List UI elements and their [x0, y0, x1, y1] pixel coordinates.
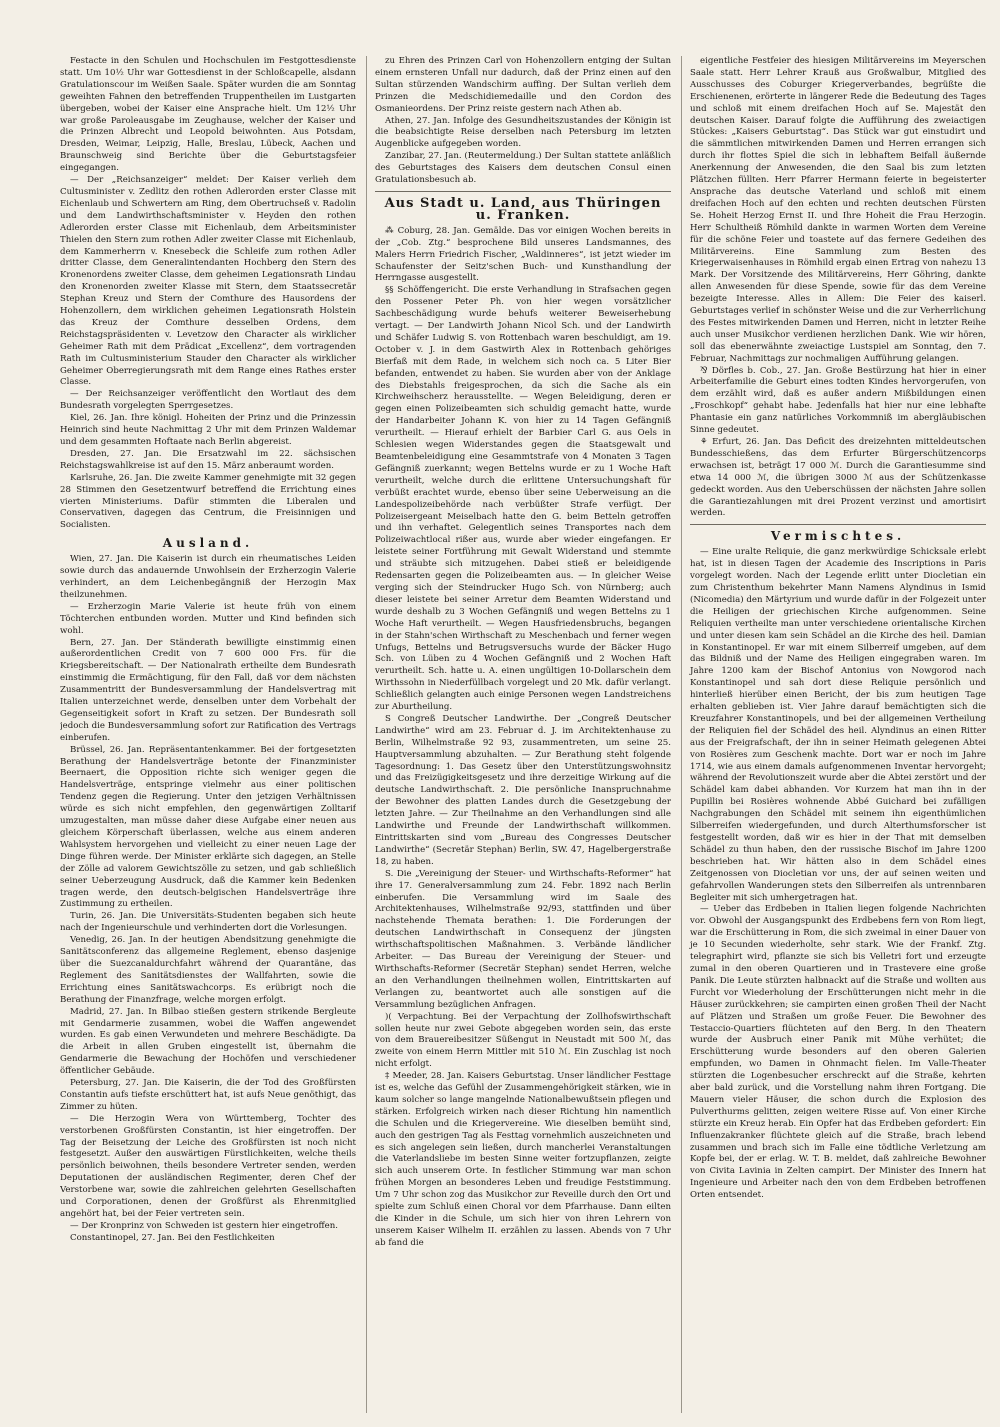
- section-divider: [375, 191, 671, 192]
- column-1: [60, 56, 356, 1413]
- article-coburg-gemaelde: ⁂ Coburg, 28. Jan. Gemälde. Das vor einigen Wochen bereits in der „Cob. Ztg.“ besprochene Bild unseres Landsmannes, des Malers Herrn Friedrich Fischer, „Waldinneres“, ist jetzt wieder im Schaufenster der Seitz'schen Buch- und Kunsthandlung der Herrngasse ausgestellt.: [375, 225, 671, 284]
- article-erfurt: ⚘ Erfurt, 26. Jan. Das Deficit des dreizehnten mitteldeutschen Bundesschießens, das dem Erfurter Bürgerschützencorps erwachsen ist, beträgt 17 000 ℳ. Durch die Garantiesumme sind etwa 14 000 ℳ, die übrigen 3000 ℳ aus der Schützenkasse gedeckt worden. Aus den Ueberschüssen der nächsten Jahre sollen die Garantiezahlungen mit drei Prozent verzinst und amortisirt werden.: [690, 437, 986, 519]
- article-schoeffengericht: §§ Schöffengericht. Die erste Verhandlung in Strafsachen gegen den Possener Peter Ph. von hier wegen vorsätzlicher Sachbeschädigung wurde behufs weiterer Beweiserhebung vertagt. — Der Landwirth Johann Nicol Sch. und der Landwirth und Schäfer Ludwig S. von Rottenbach waren beschuldigt, am 19. October v. J. in dem Gastwirth Alex in Rottenbach gehöriges Bierfaß mit dem Rade, in welchem sich noch ca. 5 Liter Bier befanden, entwendet zu haben. Sie wurden aber von der Anklage des Diebstahls freigesprochen, da sich die Sache als ein Kirchweihscherz herausstellte. — Wegen Beleidigung, deren er gegen einen Polizeibeamten sich schuldig gemacht hatte, wurde der Handarbeiter Johann K. von hier zu 14 Tagen Gefängniß verurtheilt. — Hierauf erhielt der Barbier Carl G. aus Oels in Schlesien wegen Widerstandes gegen die Staatsgewalt und Beamtenbeleidigung eine Gesammtstrafe von 4 Monaten 3 Tagen Gefängniß zuerkannt; wegen Bettelns wurde er zu 1 Woche Haft verurtheilt, welche durch die erlittene Untersuchungshaft für verbüßt erachtet wurde, ebenso über seine Ueberweisung an die Landespolizeibehörde nach verbüßter Strafe verfügt. Der Polizeisergeant Meiselbach hatte den G. beim Betteln getroffen und ihn verhaftet. Gelegentlich seines Transportes nach dem Polizeiwachtlocal rißer aus, wurde aber wieder eingefangen. Er leistete seiner Fortführung mit Gewalt Widerstand und stemmte und sträubte sich mitzugehen. Dabei stieß er beleidigende Redensarten gegen die Polizeibeamten aus. — In gleicher Weise verging sich der Steindrucker Hugo Sch. von Nürnberg; auch dieser leistete bei seiner Arretur dem Beamten Widerstand und wurde deshalb zu 3 Wochen Gefängniß und wegen Bettelns zu 1 Woche Haft verurtheilt. — Wegen Hausfriedensbruchs, begangen in der Stahn'schen Wirthschaft zu Meschenbach und ferner wegen Unfugs, Bettelns und Betrugsversuchs wurde der Bäcker Hugo Sch. von Lüben zu 4 Wochen Gefängniß und 2 Wochen Haft verurtheilt. Sch. hatte u. A. einen ungültigen 10-Dollarschein dem Wirthssohn in Niederfüllbach vorgelegt und 20 Mk. dafür verlangt. Schließlich gelangten auch einige Personen wegen Landstreichens zur Aburtheilung.: [375, 285, 671, 713]
- article-meeder-cont: eigentliche Festfeier des hiesigen Militärvereins im Meyerschen Saale statt. Herr Lehrer Krauß aus Großwalbur, Mitglied des Ausschusses des Coburger Kriegerverbandes, begrüßte die Erschienenen, erörterte in längerer Rede die Bedeutung des Tages und schloß mit einem dreifachen Hoch auf Se. Majestät den deutschen Kaiser. Darauf folgte die Aufführung des zweiactigen Stückes: „Kaisers Geburtstag“. Das Stück war gut einstudirt und die sämmtlichen mitwirkenden Damen und Herren errangen sich durch ihr flottes Spiel die sich in lebhaftem Beifall äußernde Anerkennung der Anwesenden, die den Saal bis zum letzten Plätzchen füllten. Herr Pfarrer Hermann feierte in begeisterter Ansprache das deutsche Vaterland und schloß mit einem dreifachen Hoch auf den echten und rechten deutschen Fürsten Se. Hoheit Herzog Ernst II. und Ihre Hoheit die Frau Herzogin. Herr Schultheiß Römhild dankte in warmen Worten dem Vereine für die schöne Feier und toastete auf das fernere Gedeihen des Militärvereins. Eine Sammlung zum Besten des Kriegerwaisenhauses in Römhild ergab einen Ertrag von nahezu 13 Mark. Der Vorsitzende des Militärvereins, Herr Göhring, dankte allen Anwesenden für diese Spende, sowie für das dem Vereine bezeigte Interesse. Alles in Allem: Die Feier des kaiserl. Geburtstages verlief in schönster Weise und die zur Verherrlichung des Festes mitwirkenden Damen und Herren, nicht in letzter Reihe auch unser Musikchor verdienen herzlichen Dank. Wie wir hören, soll das ebenerwähnte zweiactige Lustspiel am Sonntag, den 7. Februar, Nachmittags zur nochmaligen Aufführung gelangen.: [690, 56, 986, 364]
- article-kronprinz: — Der Kronprinz von Schweden ist gestern hier eingetroffen.: [70, 1220, 338, 1231]
- article-congress-landwirthe: S Congreß Deutscher Landwirthe. Der „Congreß Deutscher Landwirthe“ wird am 23. Februar d. J. im Architektenhause zu Berlin, Wilhelmstraße 92 93, zusammentreten, um seine 25. Hauptversammlung abzuhalten. — Zur Berathung steht folgende Tagesordnung: 1. Das Gesetz über den Unterstützungswohnsitz und das Freizügigkeitsgesetz und ihre derzeitige Wirkung auf die deutsche Landwirthschaft. 2. Die persönliche Inanspruchnahme der Bewohner des platten Landes durch die Gesetzgebung der letzten Jahre. — Zur Theilnahme an den Verhandlungen sind alle Landwirthe und Freunde der Landwirthschaft willkommen. Eintrittskarten sind vom „Bureau des Congresses Deutscher Landwirthe“ (Secretär Stephan) Berlin, SW. 47, Hagelbergerstraße 18, zu haben.: [375, 713, 671, 867]
- article-athen: Athen, 27. Jan. Infolge des Gesundheitszustandes der Königin ist die beabsichtigte Reise derselben nach Petersburg im letzten Augenblicke aufgegeben worden.: [375, 115, 671, 150]
- article-sperrgesetz: — Der Reichsanzeiger veröffentlicht den Wortlaut des dem Bundesrath vorgelegten Sperrgesetzes.: [60, 389, 356, 412]
- article-valerie: — Erzherzogin Marie Valerie ist heute früh von einem Töchterchen entbunden worden. Mutter und Kind befinden sich wohl.: [60, 601, 356, 636]
- article-zanzibar: Zanzibar, 27. Jan. (Reutermeldung.) Der Sultan stattete anläßlich des Geburtstages des Kaisers dem deutschen Consul einen Gratulationsbesuch ab.: [375, 151, 671, 186]
- article-reichsanzeiger-orders: — Der „Reichsanzeiger“ meldet: Der Kaiser verlieh dem Cultusminister v. Zedlitz den rothen Adlerorden erster Classe mit Eichenlaub und Schwertern am Ring, dem Obertruchseß v. Radolin und dem Landwirthschaftsminister v. Heyden den rothen Adlerorden erster Classe mit Eichenlaub, dem Arbeitsminister Thielen den Stern zum rothen Adler zweiter Classe mit Eichenlaub, dem Kammerherrn v. Knesebeck die Schleife zum rothen Adler dritter Classe, dem Generalintendanten Hochberg den Stern des Kronenordens zweiter Classe, dem geheimen Legationsrath Lindau den Kronenorden zweiter Klasse mit Stern, dem Staatssecretär Stephan Kreuz und Stern der Comthure des Hausordens der Hohenzollern, dem wirklichen geheimen Legationsrath Holstein das Kreuz der Comthure desselben Ordens, dem Reichstagspräsidenten v. Levetzow den Character als wirklicher Geheimer Rath mit dem Prädicat „Excellenz“, dem vortragenden Rath im Cultusministerium Stauder den Character als wirklicher Geheimer Oberregierungsrath mit dem Range eines Rathes erster Classe.: [60, 175, 356, 388]
- article-kiel: Kiel, 26. Jan. Ihre königl. Hoheiten der Prinz und die Prinzessin Heinrich sind heute Nachmittag 2 Uhr mit dem Prinzen Waldemar und dem gesammten Hoftaate nach Berlin abgereist.: [60, 413, 356, 447]
- article-wien: Wien, 27. Jan. Die Kaiserin ist durch ein rheumatisches Leiden sowie durch das andauernde Unwohlsein der Erzherzogin Valerie verhindert, an dem Leichenbegängniß der Herzogin Max theilzunehmen.: [60, 554, 356, 600]
- article-venedig: Venedig, 26. Jan. In der heutigen Abendsitzung genehmigte die Sanitätsconferenz das allgemeine Reglement, ebenso dasjenige über die Suezcanaldurchfahrt während der Quarantäne, das Reglement des Sanitätsdienstes der Wallfahrten, sowie die Errichtung eines Sanitätswachcorps. Es erübrigt noch die Berathung der Finanzfrage, welche morgen erfolgt.: [60, 935, 356, 1005]
- column-2: [366, 56, 671, 1413]
- article-reliquie: — Eine uralte Reliquie, die ganz merkwürdige Schicksale erlebt hat, ist in diesen Tagen der Academie des Inscriptions in Paris vorgelegt worden. Nach der Legende erlitt unter Diocletian ein zum Christenthum bekehrter Mann Namens Alyndinus in Ismid (Nicomedia) den Märtyrium und wurde dafür in der Folgezeit unter die Heiligen der griechischen Kirche aufgenommen. Seine Reliquien vertheilte man unter verschiedene orientalische Kirchen und unter diesen kam sein Schädel an die Kirche des heil. Damian in Konstantinopel. Er war mit einem Silberreif umgeben, auf dem das Bildniß und der Name des Heiligen eingegraben waren. Im Jahre 1200 kam der Bischof Antonius von Nowgorod nach Konstantinopel und sah dort diese Reliquie persönlich und hinterließ hierüber einen Bericht, der bis zum heutigen Tage erhalten geblieben ist. Vier Jahre darauf bemächtigten sich die Kreuzfahrer Konstantinopels, und bei der allgemeinen Vertheilung der Reliquien fiel der Schädel des heil. Alyndinus an einen Ritter aus der Freigrafschaft, der ihn in seiner Heimath gelegenen Abtei von Rosières zum Geschenk machte. Dort war er noch im Jahre 1714, wie aus einem damals aufgenommenen Inventar hervorgeht; während der Revolutionszeit wurde aber die Abtei zerstört und der Schädel kam dabei abhanden. Vor Kurzem hat man ihn in der Pupillin bei Rosières wohnende Abbé Guichard bei zufälligen Nachgrabungen den Schädel mit seinem ihn eigenthümlichen Silberreifen wiedergefunden, und durch Alterthumsforscher ist festgestellt worden, daß wir es hier in der That mit demselben Schädel zu thun haben, den der russische Bischof im Jahre 1200 beschrieben hat. Wir hätten also in dem Schädel eines Zeitgenossen von Diocletian vor uns, der auf seinen weiten und gefahrvollen Wanderungen stets den Silberreifen als untrennbaren Begleiter mit sich umhergetragen hat.: [690, 547, 986, 903]
- article-sultan: zu Ehren des Prinzen Carl von Hohenzollern entging der Sultan einem ernsteren Unfall nur dadurch, daß der Prinz einen auf den Sultan stürzenden Wandschirm auffing. Der Sultan verlieh dem Prinzen die Medschidiemedaille und den Cordon des Osmanieordens. Der Prinz reiste gestern nach Athen ab.: [375, 56, 671, 114]
- article-erdbeben: — Ueber das Erdbeben in Italien liegen folgende Nachrichten vor. Obwohl der Ausgangspunkt des Erdbebens fern von Rom liegt, war die Erschütterung in Rom, die sich zweimal in einer Dauer von je 10 Secunden wiederholte, sehr stark. Wie der Frankf. Ztg. telegraphirt wird, pflanzte sie sich bis Velletri fort und erzeugte zumal in den oberen Quartieren und in Trastevere eine große Panik. Die Leute stürzten halbnackt auf die Straße und wollten aus Furcht vor Wiederholung der Erschütterungen nicht mehr in die Häuser zurückkehren; sie campirten einen großen Theil der Nacht auf Plätzen und Straßen um große Feuer. Die Bewohner des Testaccio-Quartiers flüchteten auf den Berg. In den Theatern wurde der Ausbruch einer Panik mit Mühe verhütet; die Erschütterung wurde besonders auf den oberen Galerien empfunden, wo Damen in Ohnmacht fielen. Im Valle-Theater stürzten die Logenbesucher erschreckt auf die Straße, kehrten aber bald zurück, und die Vorstellung nahm ihren Fortgang. Die Mauern vieler Häuser, die schon durch die Explosion des Pulverthurms gelitten, zeigen weitere Risse auf. Von einer Kirche stürzte ein Kreuz herab. Ein Opfer hat das Erdbeben gefordert: Ein Influenzakranker flüchtete gleich auf die Straße, brach lebend zusammen und brach sich im Falle eine tödtliche Verletzung am Kopfe bei, der er erlag. W. T. B. meldet, daß zahlreiche Bewohner von Civita Lavinia in Zelten campirt. Der Minister des Innern hat Ingenieure und Arbeiter nach den von dem Erdbeben betroffenen Orten entsendet.: [690, 904, 986, 1201]
- article-bern: Bern, 27. Jan. Der Ständerath bewilligte einstimmig einen außerordentlichen Credit von 7 600 000 Frs. für die Kriegsbereitschaft. — Der Nationalrath ertheilte dem Bundesrath einstimmig die Ermächtigung, für den Fall, daß vor dem nächsten Zusammentritt der Bundesversammlung der Handelsvertrag mit Italien unterzeichnet werde, denselben unter dem Vorbehalt der Gegenseitigkeit sofort in Kraft zu setzen. Der Bundesrath soll jedoch die Bundesversammlung sofort zur Ratification des Vertrags einberufen.: [60, 637, 356, 743]
- section-divider: [690, 524, 986, 525]
- article-madrid: Madrid, 27. Jan. In Bilbao stießen gestern strikende Bergleute mit Gendarmerie zusammen, wobei die Waffen angewendet wurden. Es gab einen Verwundeten und mehrere Beschädigte. Da die Arbeit in allen Gruben eingestellt ist, übernahm die Gendarmerie die Bewachung der Hochöfen und verschiedener öffentlicher Gebäude.: [60, 1006, 356, 1077]
- article-constantinopel-start: Constantinopel, 27. Jan. Bei den Festlichkeiten: [70, 1232, 275, 1243]
- article-wera: — Die Herzogin Wera von Württemberg, Tochter des verstorbenen Großfürsten Constantin, ist hier eingetroffen. Der Tag der Beisetzung der Leiche des Großfürsten ist noch nicht festgesetzt. Außer den auswärtigen Fürstlichkeiten, welche theils persönlich beiwohnen, theils besondere Vertreter senden, werden Deputationen der ausländischen Regimenter, deren Chef der Verstorbene war, sowie die zahlreichen gelehrten Gesellschaften und Corporationen, denen der Großfürst als Ehrenmitglied angehört hat, bei der Feier vertreten sein.: [60, 1113, 356, 1219]
- column-3: [681, 56, 986, 1413]
- article-reformer: S. Die „Vereinigung der Steuer- und Wirthschafts-Reformer“ hat ihre 17. Generalversammlung zum 24. Febr. 1892 nach Berlin einberufen. Die Versammlung wird im Saale des Architektenhauses, Wilhelmstraße 92/93, stattfinden und über nachstehende Themata berathen: 1. Die Forderungen der deutschen Landwirthschaft in Consequenz der jüngsten wirthschaftspolitischen Maßnahmen. 3. Verbände ländlicher Arbeiter. — Das Bureau der Vereinigung der Steuer- und Wirthschafts-Reformer (Secretär Stephan) sendet Herren, welche an den Verhandlungen theilnehmen wollen, Eintrittskarten auf Verlangen zu, beantwortet auch alle sonstigen auf die Versammlung bezüglichen Anfragen.: [375, 868, 671, 1010]
- section-heading-vermischtes: Vermischtes.: [770, 529, 906, 544]
- article-karlsruhe: Karlsruhe, 26. Jan. Die zweite Kammer genehmigte mit 32 gegen 28 Stimmen den Gesetzentwurf betreffend die Errichtung eines vierten Ministeriums. Dafür stimmten die Liberalen und Conservativen, dagegen das Centrum, die Freisinnigen und Socialisten.: [60, 472, 356, 531]
- article-verpachtung: )( Verpachtung. Bei der Verpachtung der Zollhofswirthschaft sollen heute nur zwei Gebote abgegeben worden sein, das erste von dem Brauereibesitzer Süßengut in Neustadt mit 500 ℳ, das zweite von einem Herrn Mittler mit 510 ℳ. Ein Zuschlag ist noch nicht erfolgt.: [375, 1011, 671, 1070]
- article-doerfles: ⅋ Dörfles b. Cob., 27. Jan. Große Bestürzung hat hier in einer Arbeiterfamilie die Geburt eines todten Kindes hervorgerufen, von dem erzählt wird, daß es außer andern Mißbildungen einen „Froschkopf“ gehabt habe. Jedenfalls hat hier nur eine lebhafte Phantasie ein ganz natürliches Vorkommniß im abergläubischen Sinne gedeutet.: [690, 365, 986, 436]
- article-meeder: ‡ Meeder, 28. Jan. Kaisers Geburtstag. Unser ländlicher Festtage ist es, welche das Gefühl der Zusammengehörigkeit stärken, wie in kaum solcher so lange mangelnde Nationalbewußtsein pflegen und stärken. Erfolgreich wirken nach dieser Richtung hin namentlich die Schulen und die Kriegervereine. Wie dieselben bemüht sind, auch den gestrigen Tag als Festtag vornehmlich auszeichneten und es sich angelegen sein ließen, durch mancherlei Veranstaltungen die Vaterlandsliebe im besten Sinne weiter fortzupflanzen, zeigte sich auch unserem Orte. In festlicher Stimmung war man schon frühen Morgen an besonderes Leben und freudige Feststimmung. Um 7 Uhr schon zog das Musikchor zur Reveille durch den Ort und spielte zum Schluß einen Choral vor dem Pfarrhause. Dann eilten die Kinder in die Schule, um sich hier von ihren Lehrern von unserem Kaiser Wilhelm II. erzählen zu lassen. Abends von 7 Uhr ab fand die: [375, 1071, 671, 1248]
- article-berlin-birthday: Festacte in den Schulen und Hochschulen im Festgottesdienste statt. Um 10½ Uhr war Gottesdienst in der Schloßcapelle, alsdann Gratulationscour im Weißen Saale. Später wurden die am Sonntag geweihten Fahnen den betreffenden Truppentheilen im Lustgarten übergeben, wobei der Kaiser eine Ansprache hielt. Um 12½ Uhr war große Paroleausgabe im Zeughause, welcher der Kaiser und die Prinzen Albrecht und Leopold beiwohnten. Aus Potsdam, Dresden, Weimar, Leipzig, Halle, Breslau, Lübeck, Aachen und Braunschweig sind Berichte über die Geburtstagsfeier eingegangen.: [60, 56, 356, 174]
- section-heading-stadt-land: Aus Stadt u. Land, aus Thüringen u. Franken.: [384, 195, 662, 223]
- section-heading-ausland: Ausland.: [162, 536, 254, 551]
- article-dresden: Dresden, 27. Jan. Die Ersatzwahl im 22. sächsischen Reichstagswahlkreise ist auf den 15. März anberaumt worden.: [60, 448, 356, 471]
- article-bruessel: Brüssel, 26. Jan. Repräsentantenkammer. Bei der fortgesetzten Berathung der Handelsverträge betonte der Finanzminister Beernaert, die Opposition richte sich weniger gegen die Handelsverträge, entspringe vielmehr aus einer politischen Tendenz gegen die Regierung. Unter den jetzigen Verhältnissen würde es sich nicht empfehlen, den gegenwärtigen Zolltarif umzugestalten, man müsse daher diese Aufgabe einer neuen aus gleichem Körperschaft überlassen, welche aus einem anderen Wahlsystem hervorgehen und vielleicht zu einer neuen Lage der Dinge führen werde. Der Minister erklärte sich dagegen, an Stelle der Zölle ad valorem Gewichtszölle zu setzen, und gab schließlich seiner Ueberzeugung Ausdruck, daß die Kammer kein Bedenken tragen werde, den deutsch-belgischen Handelsverträge ihre Zustimmung zu ertheilen.: [60, 744, 356, 910]
- article-petersburg: Petersburg, 27. Jan. Die Kaiserin, die der Tod des Großfürsten Constantin aufs tiefste erschüttert hat, ist aufs Neue genöthigt, das Zimmer zu hüten.: [60, 1078, 356, 1112]
- article-turin: Turin, 26. Jan. Die Universitäts-Studenten begaben sich heute nach der Ingenieurschule und verhinderten dort die Vorlesungen.: [60, 911, 356, 934]
